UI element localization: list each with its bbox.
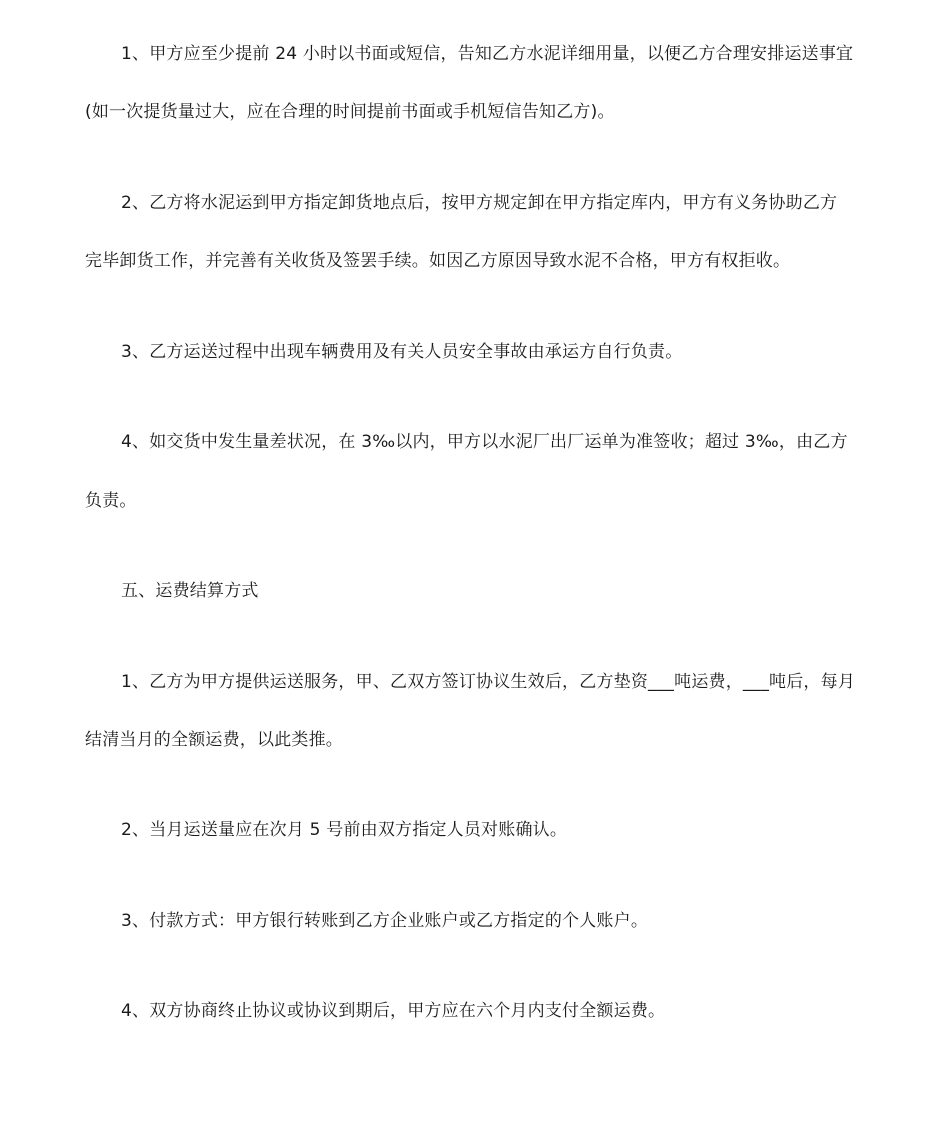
clause-4-line-1: 4、如交货中发生量差状况，在 3‰以内，甲方以水泥厂出厂运单为准签收；超过 3‰，由乙方 <box>121 432 848 452</box>
payment-clause-2: 2、当月运送量应在次月 5 号前由双方指定人员对账确认。 <box>121 820 568 840</box>
clause-1-line-1: 1、甲方应至少提前 24 小时以书面或短信，告知乙方水泥详细用量，以便乙方合理安排运送事宜 <box>121 44 854 64</box>
payment-clause-1-line-2: 结清当月的全额运费，以此类推。 <box>85 730 343 750</box>
section-heading: 五、运费结算方式 <box>121 581 259 601</box>
clause-1-line-2: (如一次提货量过大，应在合理的时间提前书面或手机短信告知乙方)。 <box>85 102 615 122</box>
clause-2-line-1: 2、乙方将水泥运到甲方指定卸货地点后，按甲方规定卸在甲方指定库内，甲方有义务协助乙方 <box>121 193 838 213</box>
clause-2-line-2: 完毕卸货工作，并完善有关收货及签罢手续。如因乙方原因导致水泥不合格，甲方有权拒收。 <box>85 251 791 271</box>
payment-clause-1-line-1: 1、乙方为甲方提供运送服务，甲、乙双方签订协议生效后，乙方垫资___吨运费，___吨后，每月 <box>121 672 856 692</box>
payment-clause-3: 3、付款方式：甲方银行转账到乙方企业账户或乙方指定的个人账户。 <box>121 911 649 931</box>
clause-3-line-1: 3、乙方运送过程中出现车辆费用及有关人员安全事故由承运方自行负责。 <box>121 342 683 362</box>
clause-4-line-2: 负责。 <box>85 491 137 511</box>
payment-clause-4: 4、双方协商终止协议或协议到期后，甲方应在六个月内支付全额运费。 <box>121 1001 666 1021</box>
